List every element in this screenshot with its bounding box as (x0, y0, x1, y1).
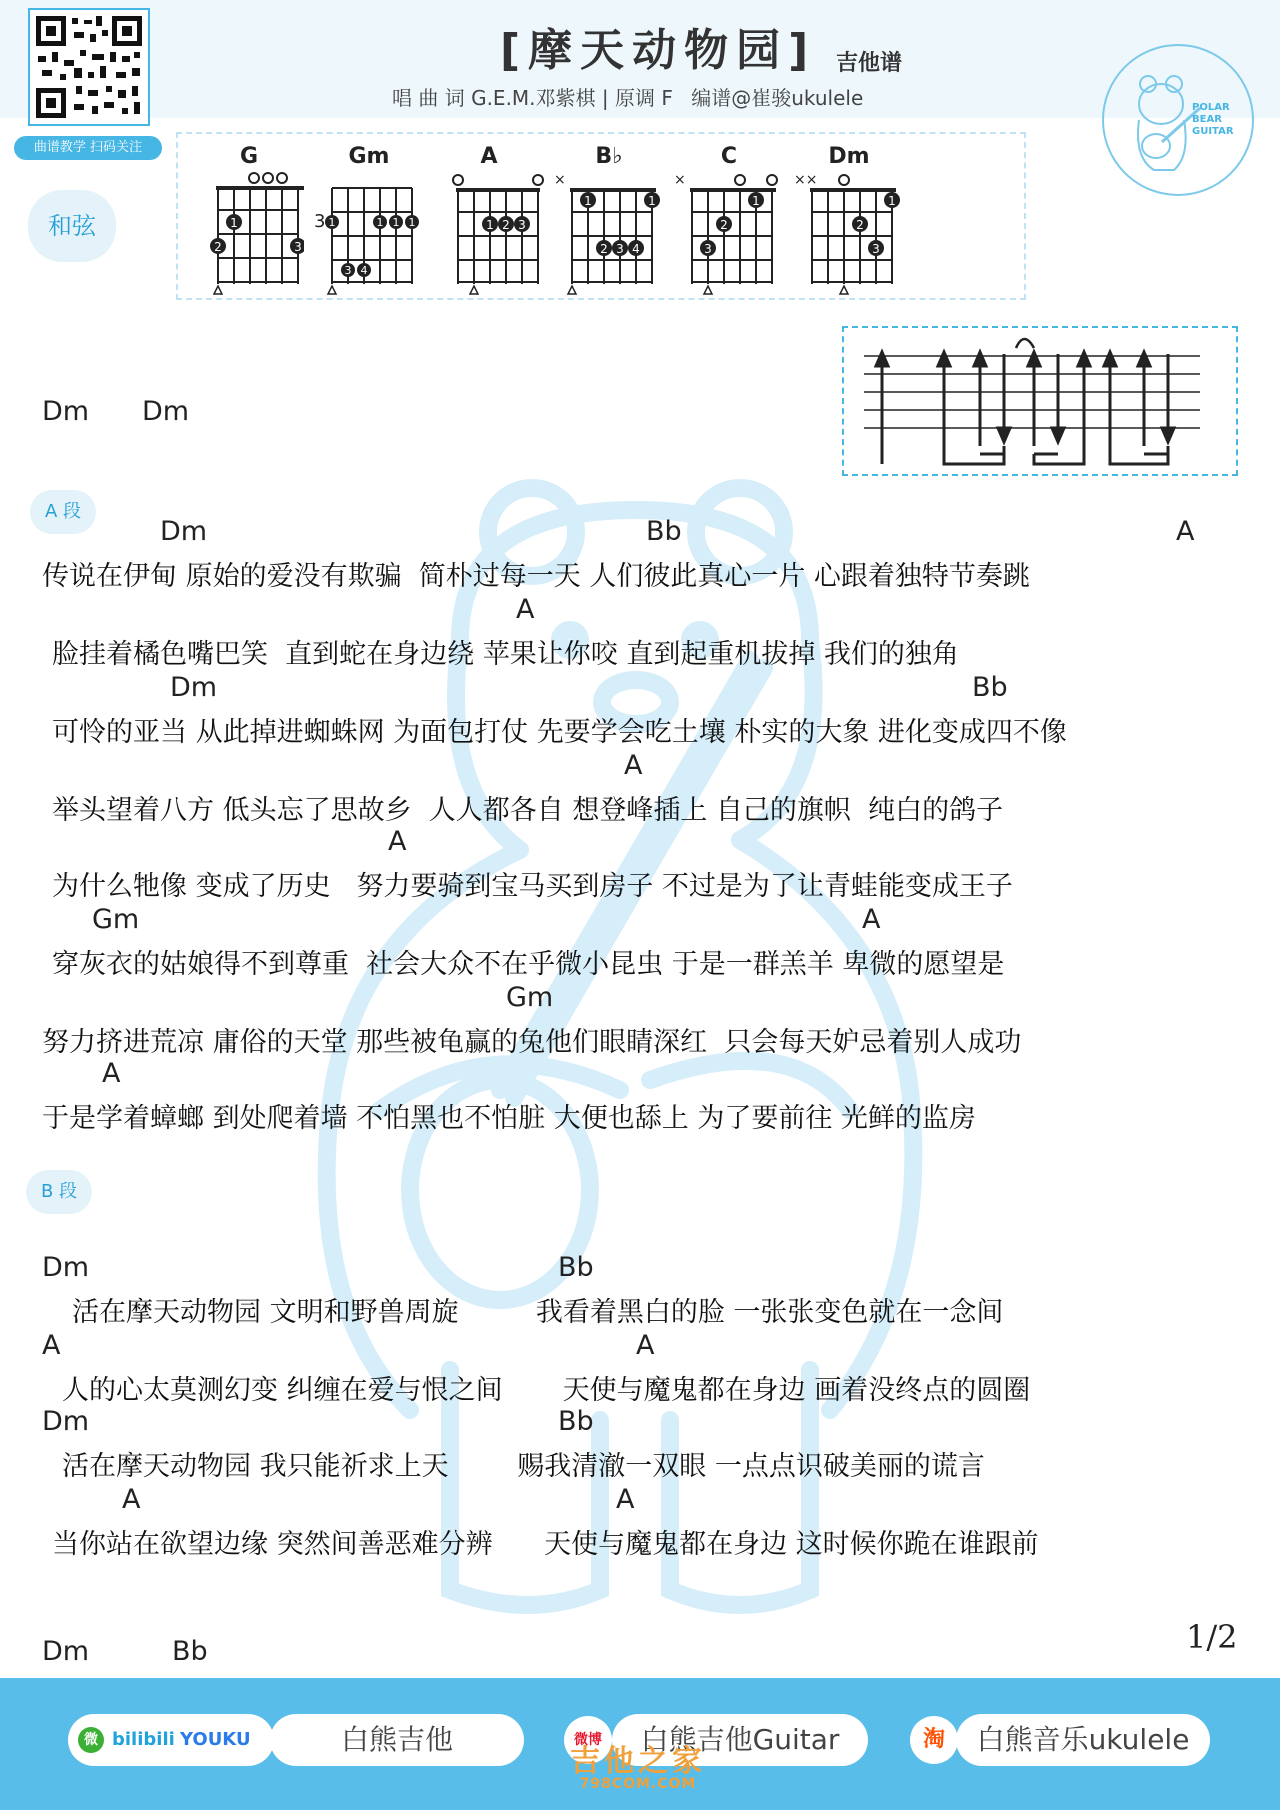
footer-link-wechat[interactable]: 白熊吉他 (270, 1714, 524, 1766)
chord-symbol: Dm (42, 396, 90, 427)
taobao-icon: 淘 (910, 1716, 958, 1764)
svg-text:×: × (554, 172, 566, 188)
chord-symbol: Bb (646, 516, 682, 547)
chord-symbol: Dm (42, 1252, 90, 1283)
chord-symbol: A (624, 750, 643, 781)
finger-label: 4 (360, 264, 368, 277)
finger-label: 1 (376, 216, 384, 229)
footer-link-weibo[interactable]: 白熊吉他Guitar (612, 1714, 868, 1766)
finger-label: 1 (328, 216, 336, 229)
finger-label: 1 (648, 194, 656, 208)
chord-symbol: A (122, 1484, 141, 1515)
fret-number: 3 (314, 211, 326, 232)
chord-grid-g (194, 172, 304, 300)
finger-label: 3 (872, 242, 880, 256)
chord-symbol: Bb (972, 672, 1008, 703)
finger-label: 1 (408, 216, 416, 229)
credits: 唱 曲 词 G.E.M.邓紫棋 | 原调 F (392, 86, 673, 110)
chord-diagrams-panel (176, 132, 1026, 300)
chord-symbol: Gm (92, 904, 140, 935)
lyric-line: 为什么牠像 变成了历史 努力要骑到宝马买到房子 不过是为了让青蛙能变成王子 (52, 871, 1013, 902)
chord-grid-dm (794, 172, 904, 300)
finger-label: 1 (752, 194, 760, 208)
chord-symbol: Bb (558, 1406, 594, 1437)
site-name: 吉他之家 (570, 1744, 706, 1779)
lyric-line: 脸挂着橘色嘴巴笑 直到蛇在身边绕 苹果让你咬 直到起重机拔掉 我们的独角 (52, 639, 959, 670)
chord-symbol: Dm (142, 396, 190, 427)
arranger: 编谱@崔骏ukulele (691, 86, 864, 110)
wechat-icon: 微 (78, 1727, 104, 1753)
chord-symbol: A (616, 1484, 635, 1515)
section-b-tag: B 段 (26, 1170, 92, 1214)
chord-symbol: Bb (558, 1252, 594, 1283)
lyric-line: 活在摩天动物园 文明和野兽周旋 我看着黑白的脸 一张张变色就在一念间 (72, 1297, 1004, 1328)
chord-symbol: A (636, 1330, 655, 1361)
chord-grid-a (434, 172, 544, 300)
chord-grid-gm (314, 172, 424, 300)
chord-symbol: A (1176, 516, 1195, 547)
page-number: 1/2 (1186, 1618, 1238, 1656)
chord-symbol: A (862, 904, 881, 935)
finger-label: 1 (486, 218, 494, 232)
finger-label: 2 (214, 240, 222, 254)
chord-name: Dm (828, 144, 870, 169)
outro-line (0, 1636, 1280, 1676)
chord-symbol: Gm (506, 982, 554, 1013)
finger-label: 3 (518, 218, 526, 232)
chord-name: A (480, 144, 498, 169)
chord-symbol: Dm (42, 1406, 90, 1437)
finger-label: 3 (294, 240, 302, 254)
footer-link-taobao[interactable]: 白熊音乐ukulele (956, 1714, 1210, 1766)
chord-grid-c (674, 172, 784, 300)
finger-label: 3 (344, 264, 352, 277)
finger-label: 3 (616, 242, 624, 256)
finger-label: 2 (600, 242, 608, 256)
chord-name: B♭ (595, 144, 623, 169)
finger-label: 1 (584, 194, 592, 208)
bilibili-logo: bilibili (112, 1729, 175, 1750)
lyric-line: 当你站在欲望边缘 突然间善恶难分辨 天使与魔鬼都在身边 这时候你跪在谁跟前 (52, 1529, 1039, 1560)
svg-text:××: ×× (794, 172, 818, 188)
chord-symbol: Dm (42, 1636, 90, 1667)
chord-grid-bb (554, 172, 664, 300)
chord-symbol: Dm (170, 672, 218, 703)
finger-label: 1 (392, 216, 400, 229)
weibo-icon: 微博 (564, 1716, 612, 1764)
finger-label: 2 (856, 218, 864, 232)
lyric-line: 可怜的亚当 从此掉进蜘蛛网 为面包打仗 先要学会吃土壤 朴实的大象 进化变成四不像 (52, 717, 1067, 748)
finger-label: 4 (632, 242, 640, 256)
lyric-line: 人的心太莫测幻变 纠缠在爱与恨之间 天使与魔鬼都在身边 画着没终点的圆圈 (62, 1375, 1031, 1406)
finger-label: 3 (704, 242, 712, 256)
chord-symbol: Dm (160, 516, 208, 547)
lyric-line: 努力挤进荒凉 庸俗的天堂 那些被龟赢的兔他们眼睛深红 只会每天妒忌着别人成功 (42, 1027, 1022, 1058)
lyric-line: 于是学着蟑螂 到处爬着墙 不怕黑也不怕脏 大便也舔上 为了要前往 光鲜的监房 (42, 1103, 976, 1134)
lyric-line: 传说在伊甸 原始的爱没有欺骗 简朴过每一天 人们彼此真心一片 心跟着独特节奏跳 (42, 561, 1030, 592)
lyric-line: 穿灰衣的姑娘得不到尊重 社会大众不在乎微小昆虫 于是一群羔羊 卑微的愿望是 (52, 949, 1005, 980)
youku-logo: YOUKU (180, 1729, 251, 1750)
finger-label: 2 (720, 218, 728, 232)
polar-bear-logo (1102, 44, 1254, 196)
chord-name: C (720, 144, 738, 169)
credits-line (392, 82, 863, 111)
qr-code[interactable] (28, 8, 150, 126)
chords-label: 和弦 (28, 190, 116, 262)
svg-text:×: × (674, 172, 686, 188)
lyric-line: 活在摩天动物园 我只能祈求上天 赐我清澈一双眼 一点点识破美丽的谎言 (62, 1451, 985, 1482)
chord-symbol: A (388, 826, 407, 857)
qr-caption: 曲谱教学 扫码关注 (14, 136, 162, 160)
chord-name: G (239, 144, 259, 169)
page-title: [摩天动物园] (500, 25, 817, 76)
chord-name: Gm (348, 144, 390, 169)
section-a-tag: A 段 (30, 490, 96, 534)
platform-tag[interactable] (68, 1714, 274, 1766)
finger-label: 1 (230, 216, 238, 230)
site-watermark (570, 1736, 706, 1792)
logo-text: POLAR BEAR GUITAR (1192, 102, 1234, 137)
chord-symbol: Bb (172, 1636, 208, 1667)
finger-label: 1 (888, 194, 896, 208)
title-suffix: 吉他谱 (836, 51, 903, 76)
site-domain: 798COM.COM (579, 1776, 697, 1792)
chord-symbol: A (42, 1330, 61, 1361)
finger-label: 2 (502, 218, 510, 232)
chord-symbol: A (516, 594, 535, 625)
chord-symbol: A (102, 1058, 121, 1089)
lyric-line: 举头望着八方 低头忘了思故乡 人人都各自 想登峰插上 自己的旗帜 纯白的鸽子 (52, 795, 1004, 826)
intro-line (0, 396, 1280, 436)
